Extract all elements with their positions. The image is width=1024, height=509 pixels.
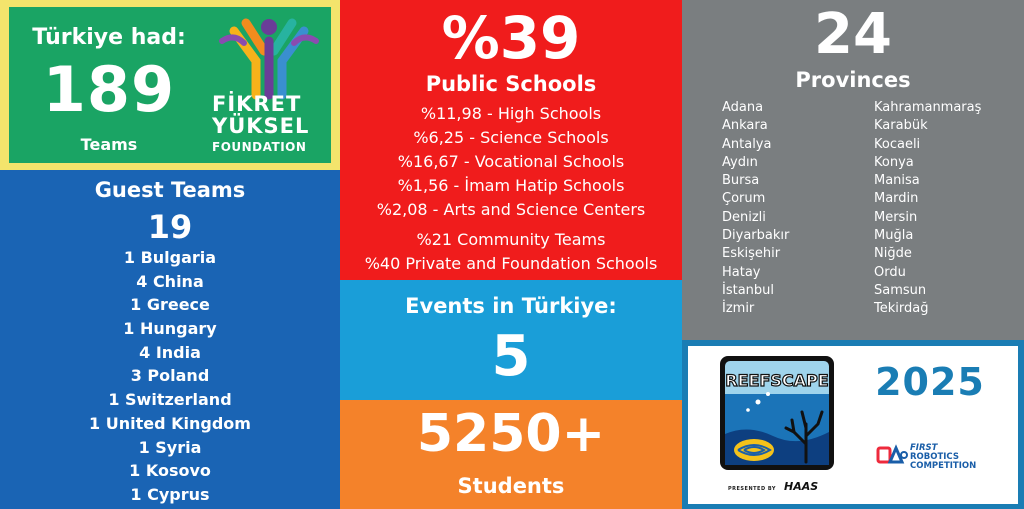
school-type-line: %21 Community Teams <box>416 230 606 249</box>
guest-team-item: 1 Switzerland <box>108 390 232 410</box>
season-panel <box>682 340 1024 509</box>
fikret-yuksel-foundation-logo <box>214 13 324 103</box>
school-type-line: %2,08 - Arts and Science Centers <box>376 200 646 219</box>
province-item: Niğde <box>874 246 912 262</box>
guest-team-item: 1 United Kingdom <box>89 413 251 433</box>
guest-team-item: 4 India <box>139 342 201 362</box>
public-schools-title: Public Schools <box>425 72 597 96</box>
provinces-column-2 <box>874 99 981 319</box>
season-panel-inner <box>688 346 1018 504</box>
province-item: Çorum <box>722 191 766 207</box>
province-item: Kocaeli <box>874 136 921 152</box>
province-item: Bursa <box>722 173 760 189</box>
students-count: 5250+ <box>416 404 606 464</box>
school-type-line: %16,67 - Vocational Schools <box>397 152 625 171</box>
guest-team-item: 1 Greece <box>130 295 210 315</box>
guest-team-item: 4 China <box>136 271 204 291</box>
guest-teams-panel <box>0 170 340 509</box>
events-panel <box>340 280 682 400</box>
province-item: Kahramanmaraş <box>874 100 982 115</box>
school-type-line: %6,25 - Science Schools <box>413 128 609 147</box>
presented-by-label: PRESENTED BY <box>728 486 777 492</box>
school-type-line: %40 Private and Foundation Schools <box>364 254 658 273</box>
teams-panel-inner <box>9 7 331 163</box>
public-schools-panel <box>340 0 682 280</box>
province-item: Eskişehir <box>722 246 781 262</box>
reefscape-game-logo <box>718 354 836 472</box>
teams-heading: Türkiye had: <box>32 25 186 50</box>
province-item: Ordu <box>874 264 906 280</box>
foundation-name-line3: FOUNDATION <box>212 140 307 154</box>
frc-text-line2: ROBOTICS <box>910 452 959 462</box>
students-panel <box>340 400 682 509</box>
guest-team-item: 3 Poland <box>130 366 210 386</box>
provinces-title: Provinces <box>795 68 911 92</box>
province-item: Mersin <box>874 209 918 225</box>
guest-teams-list <box>0 246 340 507</box>
province-item: Hatay <box>722 264 761 280</box>
province-item: Manisa <box>874 173 920 189</box>
reefscape-logo-text: REEFSCAPE <box>725 371 829 390</box>
school-type-line: %1,56 - İmam Hatip Schools <box>397 176 625 195</box>
students-label: Students <box>457 474 565 498</box>
foundation-name-line2: YÜKSEL <box>212 114 310 138</box>
province-item: Denizli <box>722 209 766 225</box>
guest-teams-count: 19 <box>147 208 193 246</box>
guest-team-item: 1 Syria <box>138 437 202 457</box>
provinces-count: 24 <box>814 2 892 67</box>
provinces-column-1 <box>722 99 789 319</box>
province-item: İzmir <box>722 301 755 317</box>
guest-team-item: 1 Hungary <box>123 319 217 339</box>
sponsor-logo-text: HAAS <box>784 480 819 493</box>
frc-text-line3: COMPETITION <box>910 461 977 471</box>
province-item: Konya <box>874 154 914 170</box>
province-item: Muğla <box>874 228 914 244</box>
province-item: Ankara <box>722 118 768 134</box>
events-count: 5 <box>491 324 531 389</box>
guest-team-item: 1 Bulgaria <box>123 248 217 267</box>
province-item: Aydın <box>722 154 758 170</box>
teams-label: Teams <box>80 135 138 154</box>
frc-text-line1: FIRST <box>910 443 938 453</box>
province-item: İstanbul <box>722 282 775 298</box>
guest-team-item: 1 Cyprus <box>130 484 210 504</box>
provinces-panel <box>682 0 1024 340</box>
province-item: Mardin <box>874 191 919 207</box>
foundation-name-line1: FİKRET <box>212 92 302 116</box>
guest-teams-title: Guest Teams <box>94 178 246 202</box>
season-year: 2025 <box>875 360 985 404</box>
teams-count: 189 <box>42 53 176 126</box>
events-title: Events in Türkiye: <box>405 294 617 318</box>
public-schools-percent: %39 <box>441 4 581 72</box>
province-item: Karabük <box>874 118 928 134</box>
province-item: Antalya <box>722 136 772 152</box>
province-item: Samsun <box>874 282 927 298</box>
teams-panel <box>0 0 340 170</box>
province-item: Tekirdağ <box>874 301 929 317</box>
frc-logo-icon <box>876 442 908 468</box>
school-type-line: %11,98 - High Schools <box>420 104 602 123</box>
province-item: Adana <box>722 100 764 115</box>
province-item: Diyarbakır <box>722 228 790 244</box>
guest-team-item: 1 Kosovo <box>129 461 211 481</box>
